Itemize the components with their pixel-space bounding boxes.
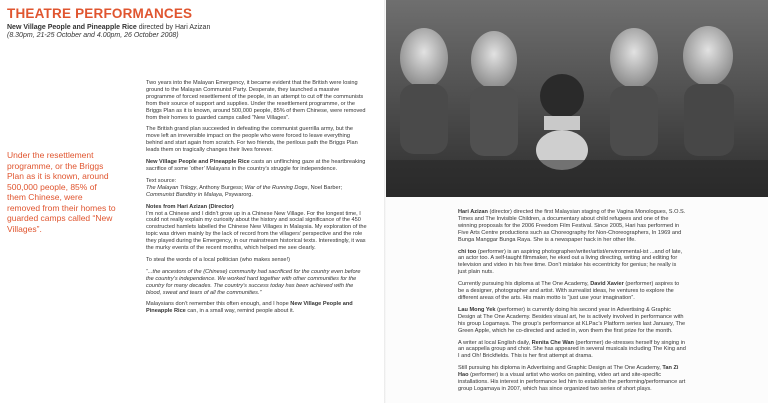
notes-paragraph-1: I’m not a Chinese and I didn’t grow up in a Chinese New Village. For the longest time, I could not really explain my curiosity about the history and social significance of the 450 constructed hamlets labelled the Chinese New Villages in Malaysia. My exploration of the topic was driven mainly by the lack of record from the villagers’ perspective and the role they played during the Emergency, in our mainstream historical texts. Interestingly, it was the murky events of the recent months, which helped me see clearly. (146, 210, 367, 252)
bio-david-xavier (458, 281, 686, 302)
production-photo (386, 0, 768, 197)
bio-text-lau-mong-yek: (performer) is currently doing his second year in Advertising & Graphic Design at The One Academy. Besides visual art, he is actively involved in performance with his group Logamaya. The group’s performance at KLPac’s Platform series last January, The Green Apple, which he co-directed and acted in, won them the first prize for the month. (458, 306, 686, 334)
bio-name-tan-zi-hao: Tan Zi Hao (458, 365, 679, 379)
source-title-3: Communist Banditry in Malaya (146, 191, 222, 198)
director-credit: directed by Hari Azizan (136, 24, 211, 31)
bio-tan-zi-hao (458, 365, 686, 393)
bio-lau-mong-yek (458, 307, 686, 335)
text-source-label: Text source: (146, 177, 177, 184)
bio-text-david-xavier-a: Currently pursuing his diploma at The One Academy, (458, 281, 591, 288)
intro-paragraph-3 (146, 159, 368, 173)
source-title-1: The Malayan Trilogy (146, 184, 197, 191)
section-title: THEATRE PERFORMANCES (7, 6, 193, 21)
figure-5 (683, 26, 734, 156)
bio-text-renita-a: A writer at local English daily, (458, 339, 532, 346)
notes-paragraph-2: To steal the words of a local politician (who makes sense!) (146, 256, 290, 263)
bio-text-tan-zi-hao-a: Still pursuing his diploma in Advertising and Graphic Design at The One Academy, (458, 365, 663, 372)
pull-quote: Under the resettlement programme, or the Briggs Plan as it is known, around 500,000 people, 85% of them Chinese, were removed from their homes to guarded camps called “New Villages”. (7, 150, 116, 234)
notes-paragraph-3 (146, 301, 368, 315)
play-title-inline: New Village People and Pineapple Rice (146, 159, 250, 166)
source-author-2: , Noel Barber; (307, 184, 343, 191)
performance-dates: (8.30pm, 21-25 October and 4.00pm, 26 October 2008) (7, 32, 179, 39)
intro-paragraph-1: Two years into the Malayan Emergency, it became evident that the British were losing ground to the Malayan Communist Party. Desperate, they launched a massive programme of forced resettlement of the people, in an attempt to cut off the communists from their source of support and supplies. Under the resettlement programme, or the Briggs Plan as it is known, around 500,000 people, 85% of them Chinese, were removed from their homes to guarded camps called “New Villages”. (146, 80, 366, 121)
intro-column (146, 80, 368, 320)
figure-1 (400, 28, 448, 154)
bio-hari-azizan (458, 209, 686, 244)
bio-renita-che-wan (458, 340, 686, 361)
source-title-2: War of the Running Dogs (244, 184, 308, 191)
bio-name-hari-azizan: Hari Azizan (458, 209, 488, 215)
play-title-closing: New Village People and Pineapple Rice (146, 301, 353, 315)
bio-text-hari-azizan: (director) directed the first Malaysian staging of the Vagina Monologues, S.O.S. Times and The Invisible Children, a documentary about child refugees and one of the winning proposals for the 2006 Freedom Film Festival. Since 2005, Hari has performed in Five Arts Centre productions such as Choreography for Non-Choreographers, In 1969 and Bunga Manggar Bunga Raya. She is a newspaper hack in her other life. (458, 209, 686, 243)
intro-paragraph-2: The British grand plan succeeded in defeating the communist guerrilla army, but the move left an irreversible impact on the people who were forced to leave everything behind and start again from scratch. For two friends, the perilous path the Briggs Plan leads them on tragically changes their lives forever. (146, 126, 358, 154)
bio-text-david-xavier-b: (performer) aspires to be a designer, photographer and artist. With surrealist ideas, he ventures to explore the different areas of the arts. His main motto is “just use your imagination”. (458, 281, 680, 301)
bio-name-david-xavier: David Xavier (590, 281, 624, 288)
play-subtitle (7, 23, 210, 32)
notes-heading-paragraph (146, 204, 368, 211)
text-source (146, 178, 368, 199)
bio-name-renita-che-wan: Renita Che Wan (531, 339, 574, 346)
figure-2 (470, 31, 518, 156)
source-author-3: , Psywarorg. (221, 191, 253, 198)
figure-4 (610, 28, 658, 156)
play-title: New Village People and Pineapple Rice (7, 24, 137, 31)
notes-quote: “...the ancestors of the (Chinese) community had sacrificed for the country even before the country’s independence. We worked hard together with other communities for the country for many decades. The country’s success today has been achieved with the blood, sweat and tears of all the communities.” (146, 268, 361, 296)
notes-p3-end: can, in a small way, remind people about it. (185, 308, 295, 315)
intro-paragraph-3-text: casts an unflinching gaze at the heartbreaking sacrifice of some ‘other’ Malayans in the country’s struggle for independence. (146, 159, 366, 172)
bio-name-chi-too: chi too (458, 248, 477, 255)
performers-photo-illustration (386, 0, 768, 197)
notes-p3-start: Malaysians don’t remember this often enough, and I hope (146, 301, 291, 308)
notes-heading: Notes from Hari Azizan (Director) (146, 203, 234, 210)
bio-name-lau-mong-yek: Lau Mong Yek (458, 306, 496, 313)
source-author-1: , Anthony Burgess; (196, 184, 245, 191)
bio-chi-too (458, 249, 686, 277)
bio-text-tan-zi-hao-b: (performer) is a visual artist who works on painting, video art and site-specific installations. His interest in performance led him to establish the performing/performance art group Logamaya in 2007, which has since organized two series of short plays. (458, 372, 686, 392)
bio-text-renita-b: (performer) de-stresses herself by singing in an acappella group and choir. She has appeared in several musicals including The King and I and Oh! Brickfields. This is her first attempt at drama. (458, 339, 686, 360)
performers-bios (458, 209, 686, 398)
bio-text-chi-too: (performer) is an aspiring photographer/writer/artist/environmental-ist ...and of late, an actor too. A self-taught filmmaker, he eked out a living directing, writing and editing for television and video in his free time. Don’t mistake his eccentricity for genius; he really is just plain nuts. (458, 248, 683, 276)
